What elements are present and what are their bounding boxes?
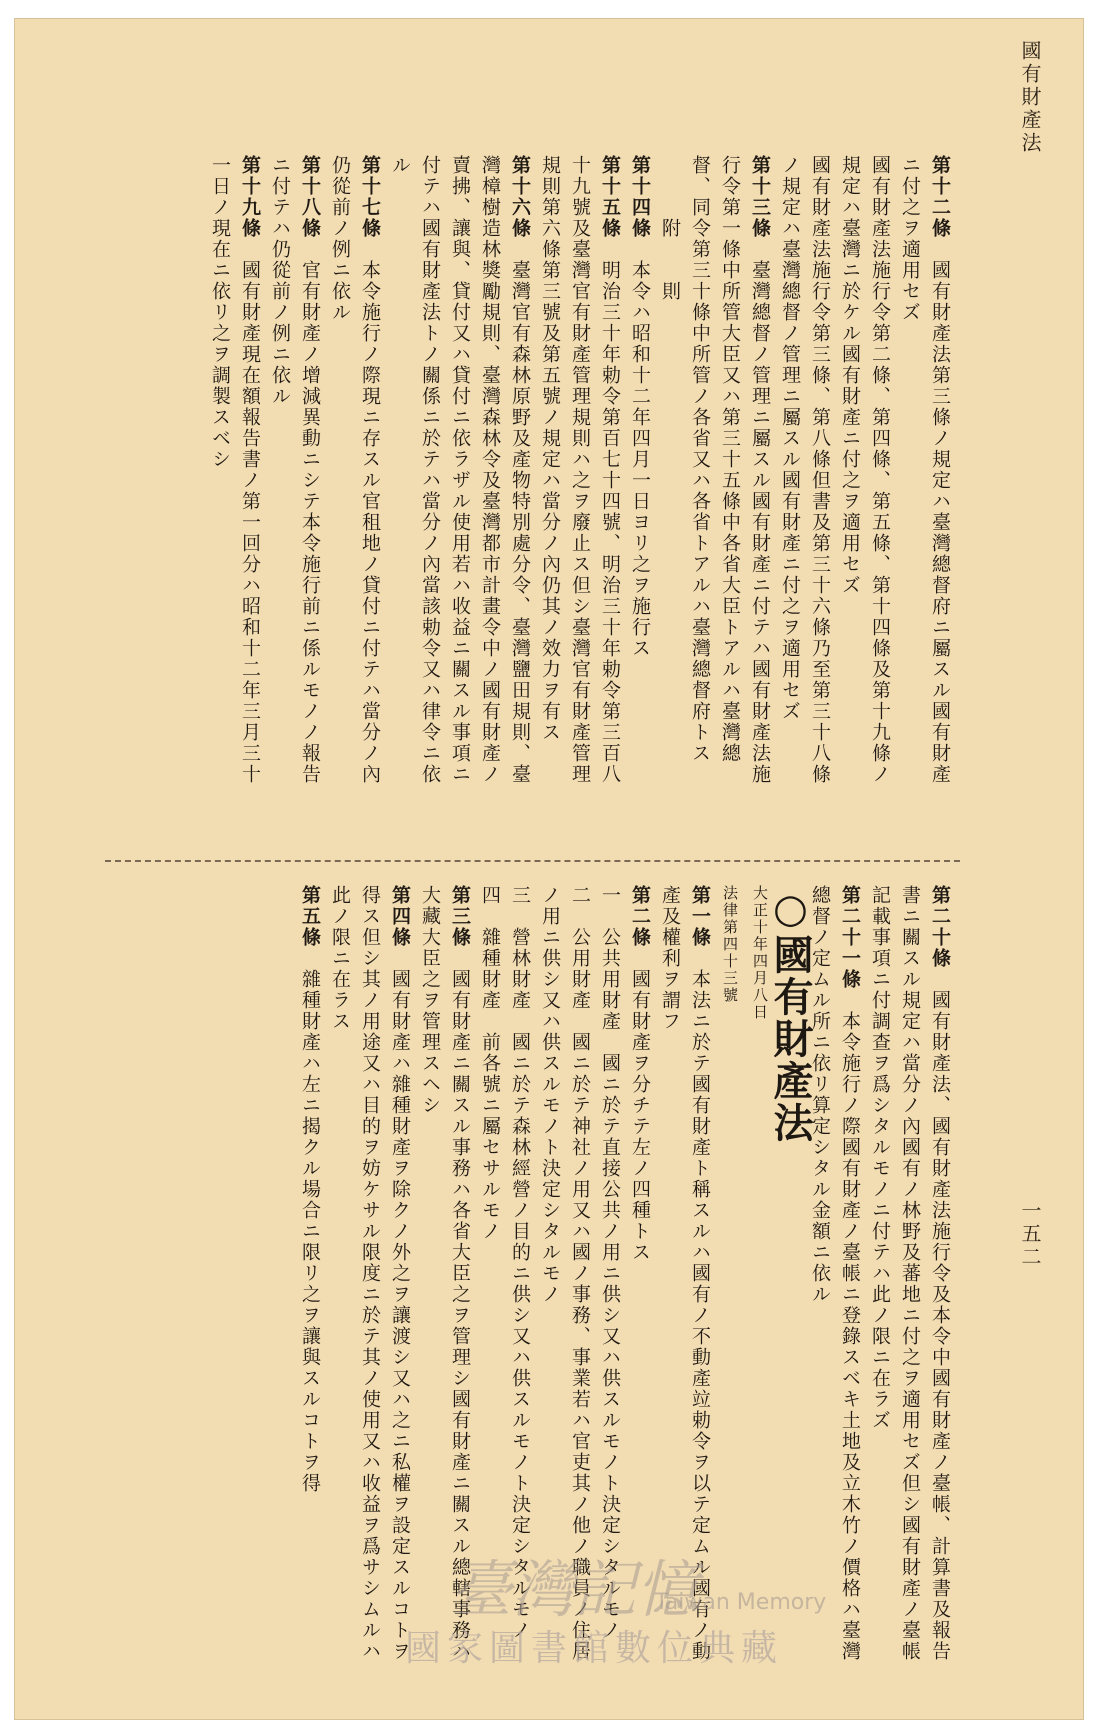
article-text: 國有財產現在額報告書ノ第一回分ハ昭和十二年三月三十一日ノ現在ニ依リ之ヲ調製スベシ — [209, 155, 261, 785]
article-text: 明治三十年勅令第百七十四號、明治三十年勅令第三百八十九號及臺灣官有財產管理規則ハ之ヲ廢止ス但シ臺灣官有財產管理規則第六條第三號及第五號ノ規定ハ當分ノ內仍其ノ效力ヲ有ス — [539, 155, 621, 785]
article-label: 第二十一條 — [839, 885, 861, 990]
article — [269, 155, 321, 785]
article-text: 本令施行ノ際國有財產ノ臺帳ニ登錄スベキ土地及立木竹ノ價格ハ臺灣總督ノ定ムル所ニ依リ算定シタル金額ニ依ル — [809, 885, 861, 1662]
article — [689, 155, 771, 785]
article-text: 本法ニ於テ國有財產ト稱スルハ國有ノ不動產竝勅令ヲ以テ定ムル國有ノ動產及權利ヲ謂フ — [659, 885, 711, 1662]
article-text: 臺灣總督ノ管理ニ屬スル國有財產ニ付テハ國有財產法施行令第一條中所管大臣又ハ第三十五條中各省大臣トアルハ臺灣總督、同令第三十條中所管ノ各省又ハ各省トアルハ臺灣總督府トス — [689, 155, 771, 785]
article-text: 國有財產ニ關スル事務ハ各省大臣之ヲ管理シ國有財產ニ關スル總轄事務ハ大藏大臣之ヲ管理スヘシ — [419, 885, 471, 1662]
article-text: 本令施行ノ際現ニ存スル官租地ノ貸付ニ付テハ當分ノ內仍從前ノ例ニ依ル — [329, 155, 381, 785]
article — [299, 885, 321, 1494]
watermark-caption: 國家圖書館數位典藏 — [405, 1628, 784, 1669]
article-label: 第十七條 — [359, 155, 381, 239]
article-text: 國有財產法第三條ノ規定ハ臺灣總督府ニ屬スル國有財產ニ付之ヲ適用セズ 國有財產法施行令第二條、第四條、第五條、第十四條及第十九條ノ規定ハ臺灣ニ於ケル國有財產ニ付之ヲ適用セズ 國有財產法施行令第三條、第八條但書及第三十六條乃至第三十八條ノ規定ハ臺灣總督ノ管理ニ屬スル國有財產ニ付之ヲ適用セズ — [779, 155, 951, 785]
article-text: 國有財產法、國有財產法施行令及本令中國有財產ノ臺帳、計算書及報告書ニ關スル規定ハ當分ノ內國有ノ林野及蕃地ニ付之ヲ適用セズ但シ國有財產ノ臺帳記載事項ニ付調查ヲ爲シタルモノニ付テハ此ノ限ニ在ラズ — [869, 885, 951, 1662]
section-divider — [105, 860, 960, 862]
upper-articles — [140, 155, 955, 795]
article — [629, 155, 651, 659]
article — [779, 155, 951, 785]
page-number: 一五二 — [1018, 1200, 1042, 1269]
article-text: 國有財產ハ雜種財產ヲ除クノ外之ヲ讓渡シ又ハ之ニ私權ヲ設定スルコトヲ得ス但シ其ノ用途又ハ目的ヲ妨ケサル限度ニ於テ其ノ使用又ハ收益ヲ爲サシムルハ此ノ限ニ在ラス — [329, 885, 411, 1662]
article — [389, 155, 531, 785]
article — [539, 155, 621, 785]
article — [659, 155, 681, 302]
article-label: 第二十條 — [929, 885, 951, 969]
article-label: 第二條 — [629, 885, 651, 948]
law-meta: 大正十年四月八日 法律第四十三號 — [721, 885, 769, 1021]
article-text: 本令ハ昭和十二年四月一日ヨリ之ヲ施行ス — [629, 239, 651, 659]
article-label: 第一條 — [689, 885, 711, 948]
running-title: 國有財產法 — [1018, 40, 1042, 155]
watermark-english: Taiwan Memory — [655, 1590, 827, 1615]
law-title: ○國有財產法 — [767, 885, 814, 1144]
article-label: 第十六條 — [509, 155, 531, 239]
article-label: 第十四條 — [629, 155, 651, 239]
article-text: 國有財產ヲ分チテ左ノ四種トス 一 公共用財產 國ニ於テ直接公共ノ用ニ供シ又ハ供スルモノト決定シタルモノ 二 公用財產 國ニ於テ神社ノ用又ハ國ノ事務、事業若ハ官吏其ノ他ノ職員ノ住居ノ用ニ供シ又ハ供スルモノト決定シタルモノ 三 營林財產 國ニ於テ森林經營ノ目的ニ供シ又ハ供スルモノト決定シタルモノ 四 雜種財產 前各號ニ屬セサルモノ — [479, 885, 651, 1662]
article-label: 第十三條 — [749, 155, 771, 239]
article — [869, 885, 951, 1662]
article — [809, 885, 861, 1662]
article — [329, 885, 411, 1662]
article-label: 第五條 — [299, 885, 321, 948]
article-label: 第十八條 — [299, 155, 321, 239]
article-text: 臺灣官有森林原野及產物特別處分令、臺灣鹽田規則、臺灣樟樹造林獎勵規則、臺灣森林令及臺灣都市計畫令中ノ國有財產ノ賣拂、讓與、貸付又ハ貸付ニ依ラザル使用若ハ收益ニ關スル事項ニ付テハ國有財產法トノ關係ニ於テハ當分ノ內當該勅令又ハ律令ニ依ル — [389, 155, 531, 785]
article-label: 第三條 — [449, 885, 471, 948]
article — [329, 155, 381, 785]
article — [209, 155, 261, 785]
article-text: 官有財產ノ增減異動ニシテ本令施行前ニ係ルモノノ報告ニ付テハ仍從前ノ例ニ依ル — [269, 155, 321, 785]
article-label: 第十九條 — [239, 155, 261, 239]
article-text: 雜種財產ハ左ニ揭クル場合ニ限リ之ヲ讓與スルコトヲ得 — [299, 948, 321, 1494]
article-label: 第十二條 — [929, 155, 951, 239]
article-label: 第十五條 — [599, 155, 621, 239]
article-text: 附 則 — [659, 155, 681, 302]
article-label: 第四條 — [389, 885, 411, 948]
watermark-logo: 臺灣記憶 — [450, 1553, 699, 1626]
